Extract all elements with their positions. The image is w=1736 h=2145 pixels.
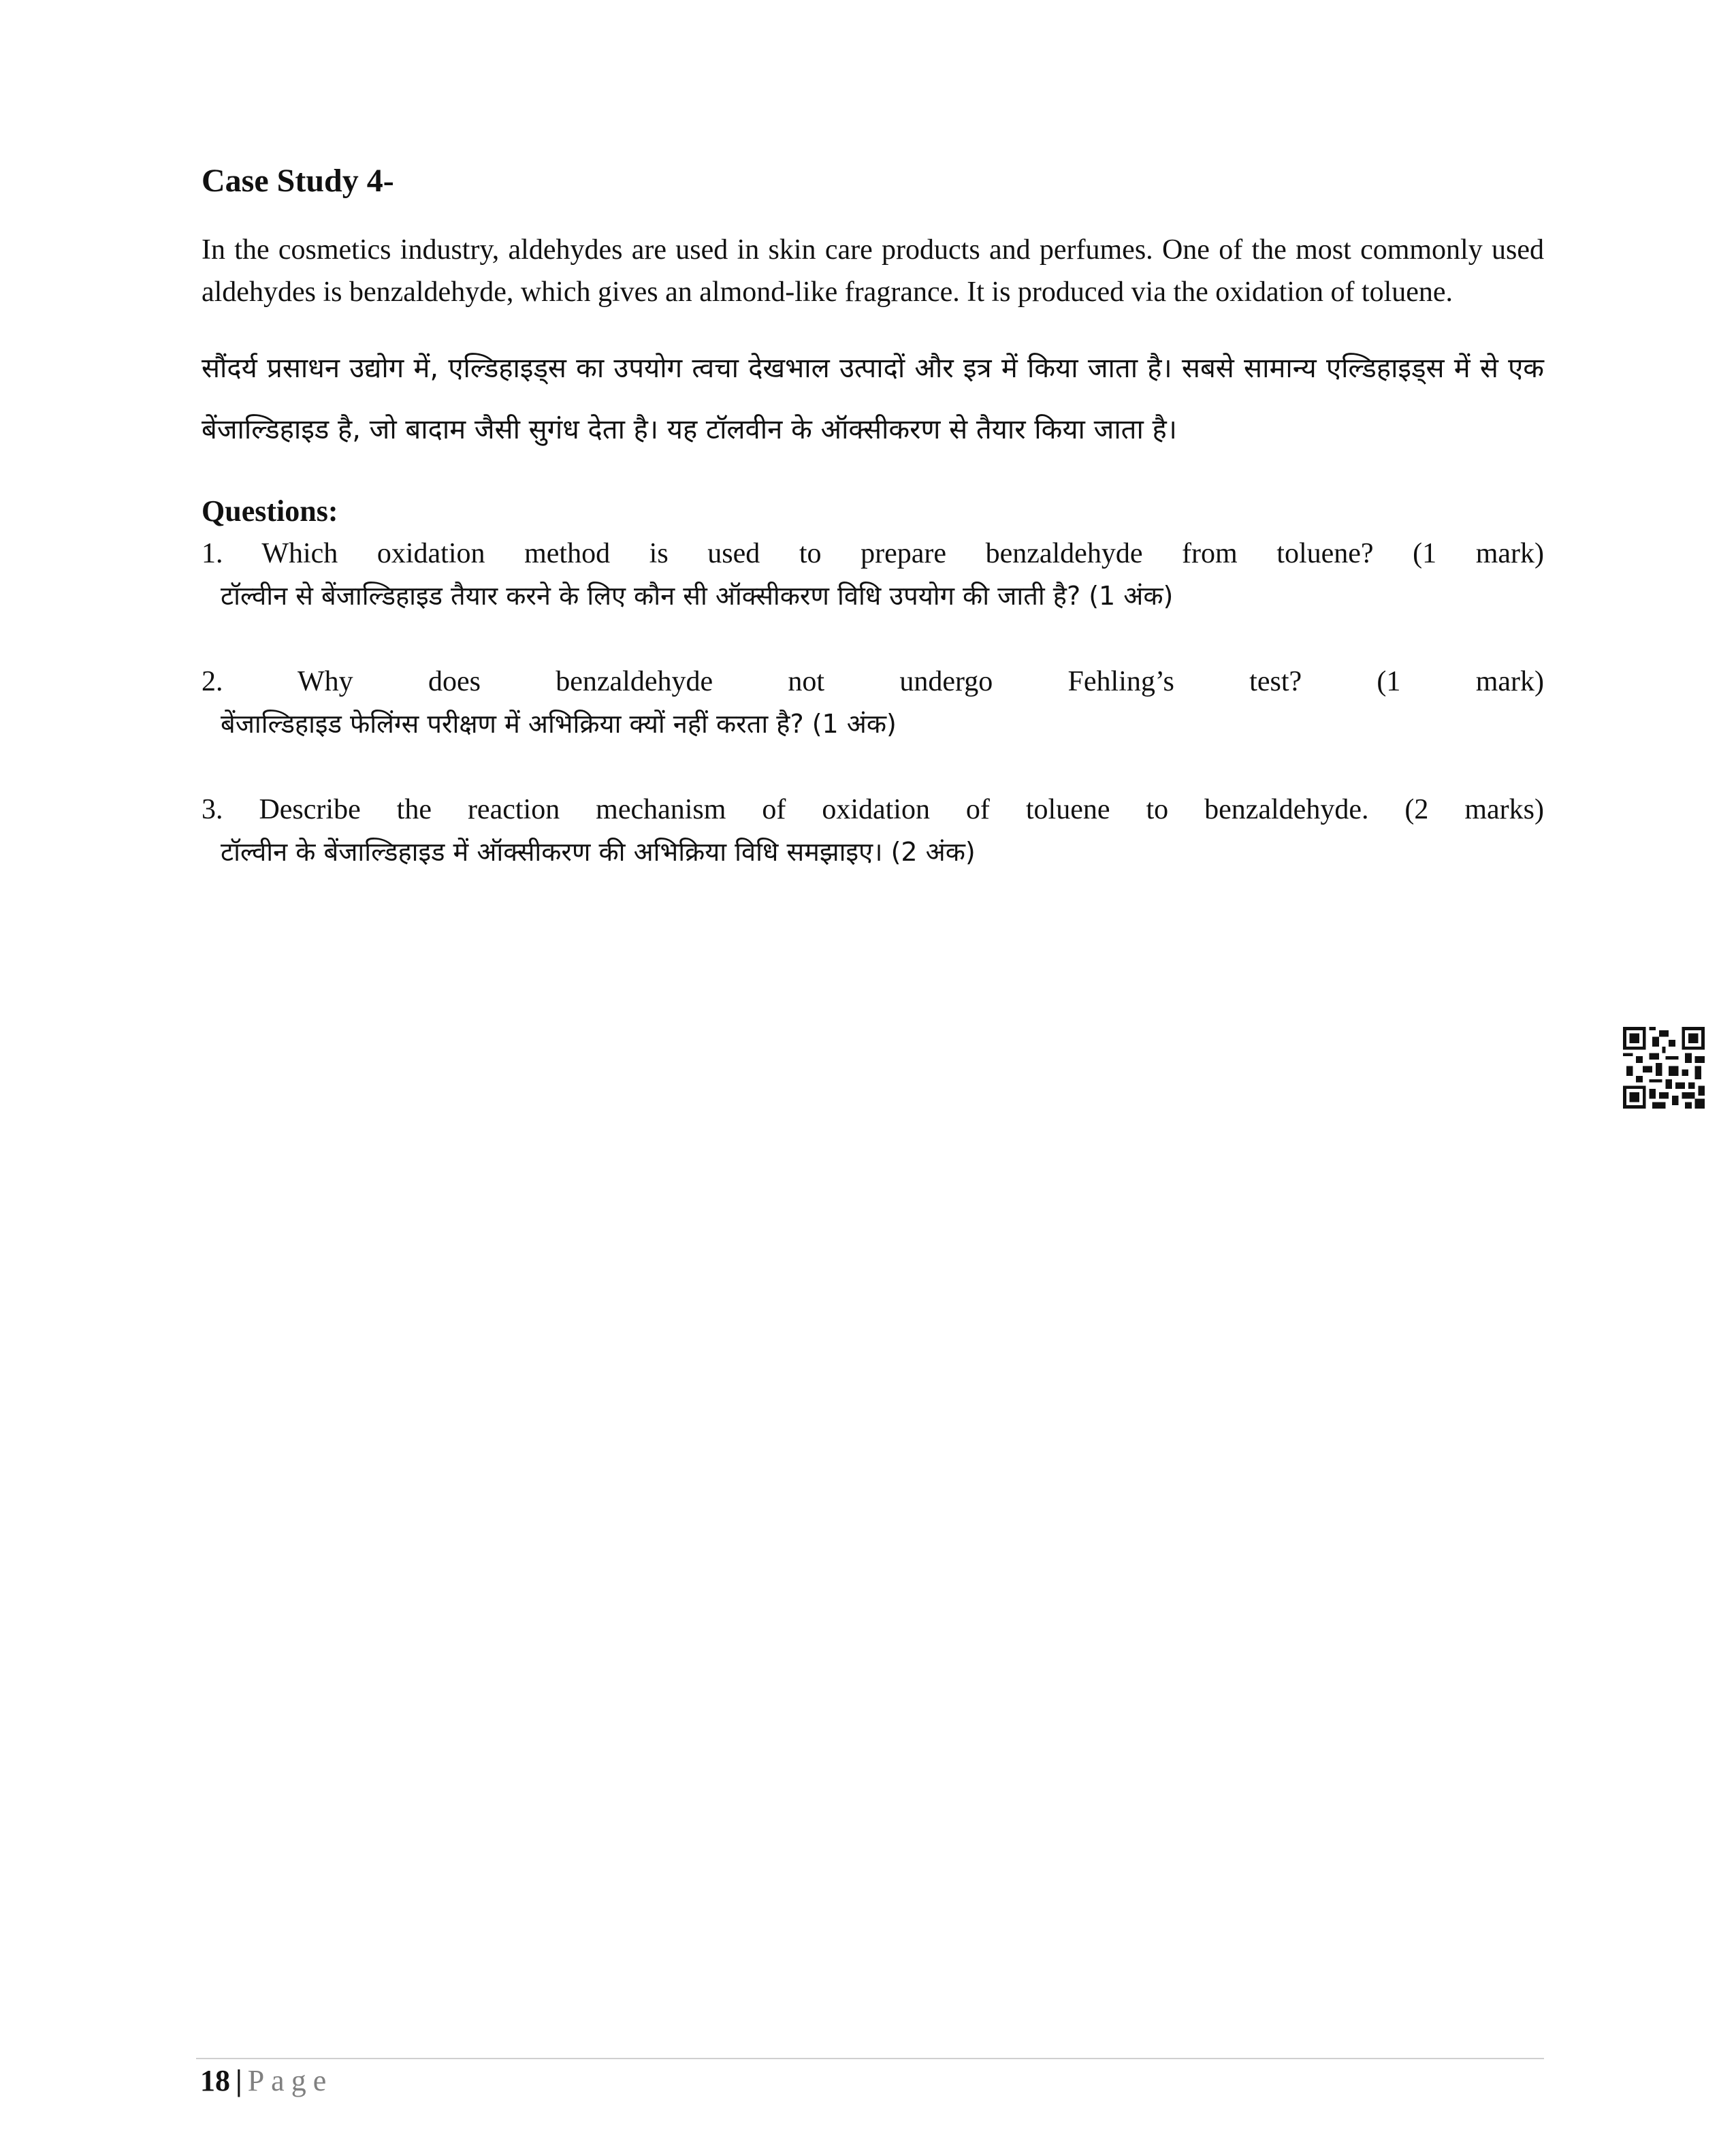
case-study-heading: Case Study 4- xyxy=(202,163,394,199)
footer-divider xyxy=(196,2058,1544,2059)
intro-paragraph-english: In the cosmetics industry, aldehydes are used in skin care products and perfumes. One of the most commonly used aldehydes is benzaldehyde, which gives an almond-like fragrance. It is produced via the oxidation of toluene. xyxy=(202,234,1544,308)
question-3-hindi: टॉल्वीन के बेंजाल्डिहाइड में ऑक्सीकरण की अभिक्रिया विधि समझाइए। (2 अंक) xyxy=(221,837,976,867)
question-2 xyxy=(202,661,1544,745)
question-3 xyxy=(202,789,1544,873)
question-1-hindi: टॉल्वीन से बेंजाल्डिहाइड तैयार करने के लिए कौन सी ऑक्सीकरण विधि उपयोग की जाती है? (1 अंक) xyxy=(221,581,1174,611)
page-number: 18 xyxy=(200,2064,230,2097)
page-footer xyxy=(200,2061,333,2101)
footer-separator: | xyxy=(236,2064,242,2097)
qr-code-icon[interactable] xyxy=(1623,1027,1705,1109)
question-2-english: 2. Why does benzaldehyde not undergo Fehling’s test? (1 mark) xyxy=(202,666,1544,697)
question-1 xyxy=(202,533,1544,617)
intro-paragraph-hindi: सौंदर्य प्रसाधन उद्योग में, एल्डिहाइड्स का उपयोग त्वचा देखभाल उत्पादों और इत्र में किया जाता है। सबसे सामान्य एल्डिहाइड्स में से एक बेंजाल्डिहाइड है, जो बादाम जैसी सुगंध देता है। यह टॉलवीन के ऑक्सीकरण से तैयार किया जाता है। xyxy=(202,353,1544,445)
page-label: Page xyxy=(247,2064,334,2097)
questions-title: Questions: xyxy=(202,494,338,528)
question-3-english: 3. Describe the reaction mechanism of oxidation of toluene to benzaldehyde. (2 marks) xyxy=(202,794,1544,825)
question-2-hindi: बेंजाल्डिहाइड फेलिंग्स परीक्षण में अभिक्रिया क्यों नहीं करता है? (1 अंक) xyxy=(221,709,897,739)
question-1-english: 1. Which oxidation method is used to prepare benzaldehyde from toluene? (1 mark) xyxy=(202,538,1544,569)
content-area xyxy=(202,157,1544,917)
